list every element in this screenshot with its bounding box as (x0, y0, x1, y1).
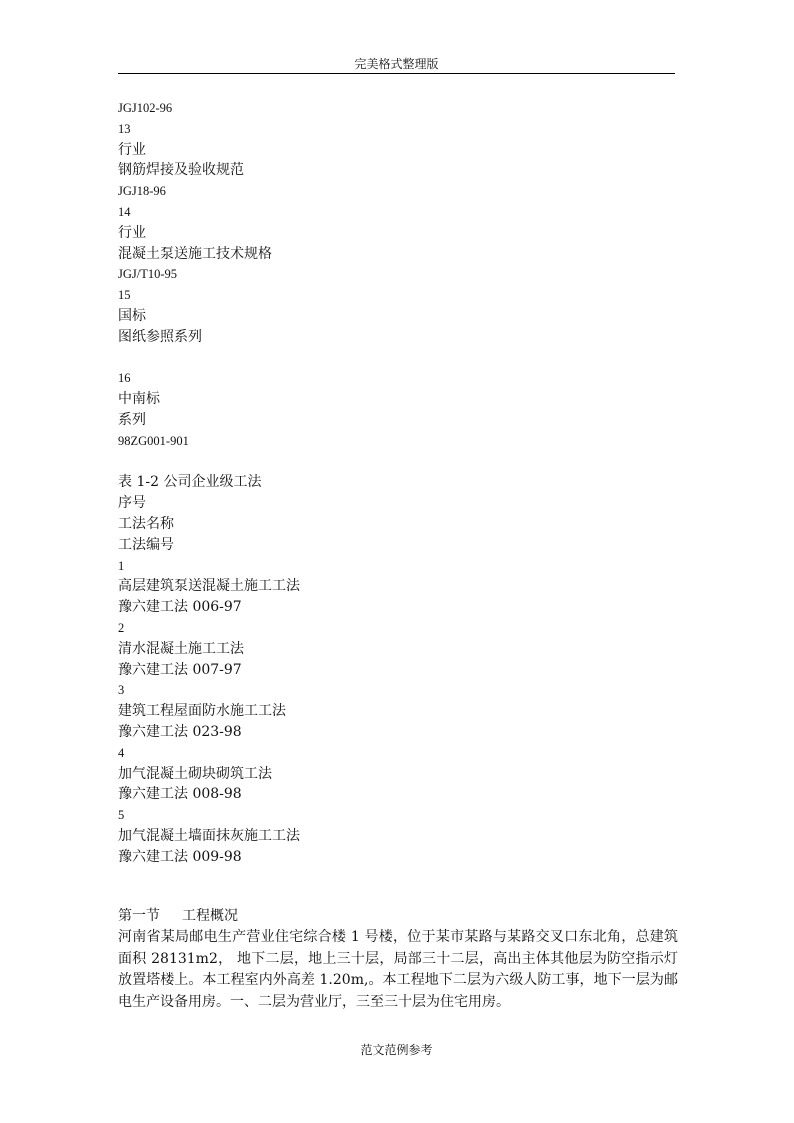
text-line: 13 (118, 121, 131, 136)
table-cell: 豫六建工法 009-98 (118, 848, 242, 865)
text-line: 98ZG001-901 (118, 433, 189, 448)
text-line: JGJ102-96 (118, 101, 173, 115)
text-line: 钢筋焊接及验收规范 (118, 162, 244, 179)
section-heading (118, 906, 678, 927)
text-line: 系列 (118, 411, 146, 428)
text-line: JGJ18-96 (118, 184, 166, 199)
table-cell: 2 (118, 620, 125, 635)
table-cell: 高层建筑泵送混凝土施工工法 (118, 578, 300, 595)
table-cell: 豫六建工法 007-97 (118, 661, 242, 678)
text-line: 图纸参照系列 (118, 328, 202, 345)
section-number: 第一节 (118, 908, 160, 924)
header-divider (118, 73, 675, 74)
table-cell: 1 (118, 558, 125, 573)
table-cell: 4 (118, 745, 125, 760)
table-cell: 豫六建工法 008-98 (118, 786, 242, 803)
table-cell: 建筑工程屋面防水施工工法 (118, 703, 286, 720)
table-header-cell: 工法编号 (118, 536, 174, 553)
table-caption: 表 1-2 公司企业级工法 (118, 474, 262, 491)
section-overview (118, 906, 678, 1013)
text-line: 中南标 (118, 391, 160, 408)
table-header-cell: 工法名称 (118, 515, 174, 532)
text-line: 15 (118, 288, 131, 303)
table-cell: 3 (118, 683, 125, 698)
table-cell: 5 (118, 808, 125, 823)
text-line: 16 (118, 371, 131, 386)
table-cell: 加气混凝土砌块砌筑工法 (118, 765, 272, 782)
table-cell: 加气混凝土墙面抹灰施工工法 (118, 827, 300, 844)
text-line: 14 (118, 204, 131, 219)
blank-line (118, 452, 678, 473)
section-title: 工程概况 (182, 908, 238, 924)
text-line: 国标 (118, 307, 146, 324)
blank-line (118, 348, 678, 369)
document-body (118, 98, 678, 867)
text-line: JGJ/T10-95 (118, 267, 178, 282)
text-line: 行业 (118, 141, 146, 158)
text-line: 行业 (118, 224, 146, 241)
page-header: 完美格式整理版 (354, 57, 439, 71)
table-header-cell: 序号 (118, 495, 146, 512)
section-paragraph: 河南省某局邮电生产营业住宅综合楼 1 号楼，位于某市某路与某路交叉口东北角，总建筑面积 28131m2， 地下二层，地上三十层，局部三十二层，高出主体其他层为防空指示灯放置塔楼上。本工程室内外高差 1.20m,。本工程地下二层为六级人防工事，地下一层为邮电生产设备用房。一、二层为营业厅，三至三十层为住宅用房。 (118, 929, 678, 1010)
table-cell: 清水混凝土施工工法 (118, 640, 244, 657)
text-line: 混凝土泵送施工技术规格 (118, 245, 272, 262)
page-footer: 范文范例参考 (360, 1043, 433, 1057)
table-cell: 豫六建工法 006-97 (118, 599, 242, 616)
table-cell: 豫六建工法 023-98 (118, 723, 242, 740)
